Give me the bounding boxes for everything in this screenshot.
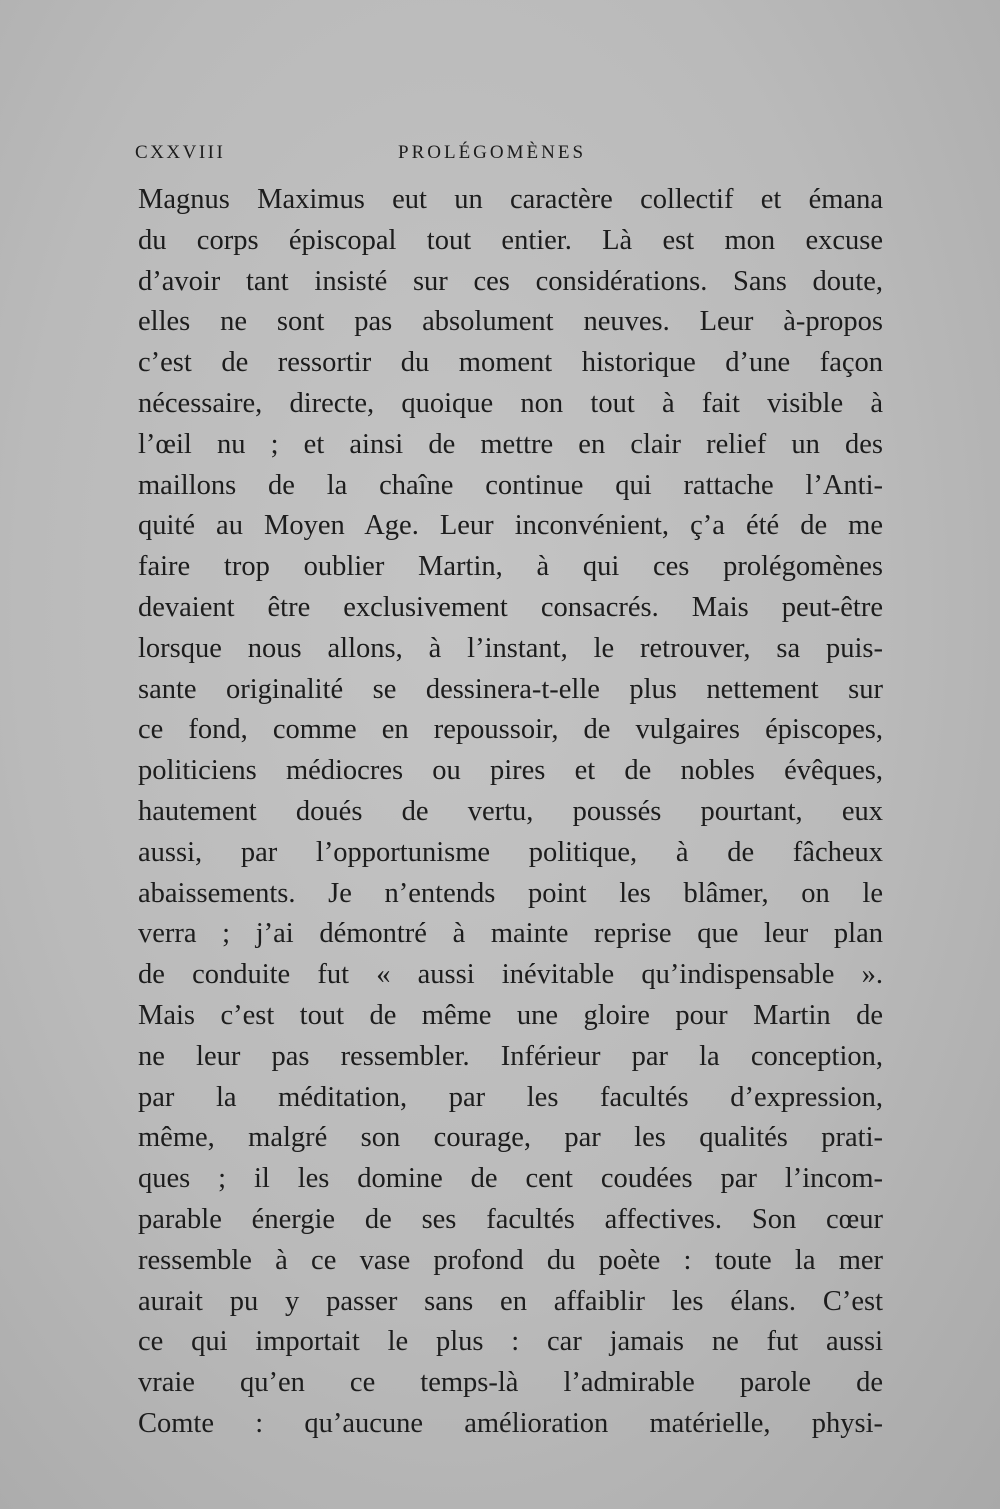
text-line: d’avoir tant insisté sur ces considérations. Sans doute, (138, 265, 883, 297)
text-line: l’œil nu ; et ainsi de mettre en clair relief un des (138, 428, 883, 460)
text-line: faire trop oublier Martin, à qui ces prolégomènes (138, 551, 883, 583)
text-line: maillons de la chaîne continue qui rattache l’Anti- (138, 469, 883, 501)
text-line: verra ; j’ai démontré à mainte reprise que leur plan (138, 918, 883, 950)
text-line: ques ; il les domine de cent coudées par l’incom- (138, 1163, 883, 1195)
text-line: ce qui importait le plus : car jamais ne fut aussi (138, 1326, 883, 1358)
text-line: du corps épiscopal tout entier. Là est mon excuse (138, 224, 883, 256)
text-line: parable énergie de ses facultés affectives. Son cœur (138, 1203, 883, 1235)
running-title: PROLÉGOMÈNES (398, 142, 587, 163)
text-line: Mais c’est tout de même une gloire pour Martin de (138, 999, 883, 1031)
text-line: c’est de ressortir du moment historique d’une façon (138, 347, 883, 379)
text-line: ressemble à ce vase profond du poète : toute la mer (138, 1244, 883, 1276)
text-line: quité au Moyen Age. Leur inconvénient, ç’a été de me (138, 510, 883, 542)
text-line: aussi, par l’opportunisme politique, à de fâcheux (138, 836, 883, 868)
text-line: elles ne sont pas absolument neuves. Leur à-propos (138, 306, 883, 338)
text-line: Comte : qu’aucune amélioration matérielle, physi- (138, 1407, 883, 1439)
text-line: lorsque nous allons, à l’instant, le retrouver, sa puis- (138, 632, 883, 664)
text-line: politiciens médiocres ou pires et de nobles évêques, (138, 755, 883, 787)
text-line: nécessaire, directe, quoique non tout à fait visible à (138, 387, 883, 419)
text-line: par la méditation, par les facultés d’expression, (138, 1081, 883, 1113)
body-text (138, 180, 883, 1445)
text-line: sante originalité se dessinera-t-elle plus nettement sur (138, 673, 883, 705)
text-line: hautement doués de vertu, poussés pourtant, eux (138, 795, 883, 827)
text-line: vraie qu’en ce temps-là l’admirable parole de (138, 1367, 883, 1399)
text-line: Magnus Maximus eut un caractère collectif et émana (138, 184, 883, 215)
text-line: abaissements. Je n’entends point les blâmer, on le (138, 877, 883, 909)
text-line: aurait pu y passer sans en affaiblir les élans. C’est (138, 1285, 883, 1317)
text-line: de conduite fut « aussi inévitable qu’indispensable ». (138, 959, 883, 991)
text-line: ne leur pas ressembler. Inférieur par la conception, (138, 1040, 883, 1072)
text-line: ce fond, comme en repoussoir, de vulgaires épiscopes, (138, 714, 883, 746)
text-line: devaient être exclusivement consacrés. Mais peut-être (138, 591, 883, 623)
page-number: CXXVIII (135, 142, 226, 163)
text-line: même, malgré son courage, par les qualités prati- (138, 1122, 883, 1154)
running-head (135, 142, 885, 172)
